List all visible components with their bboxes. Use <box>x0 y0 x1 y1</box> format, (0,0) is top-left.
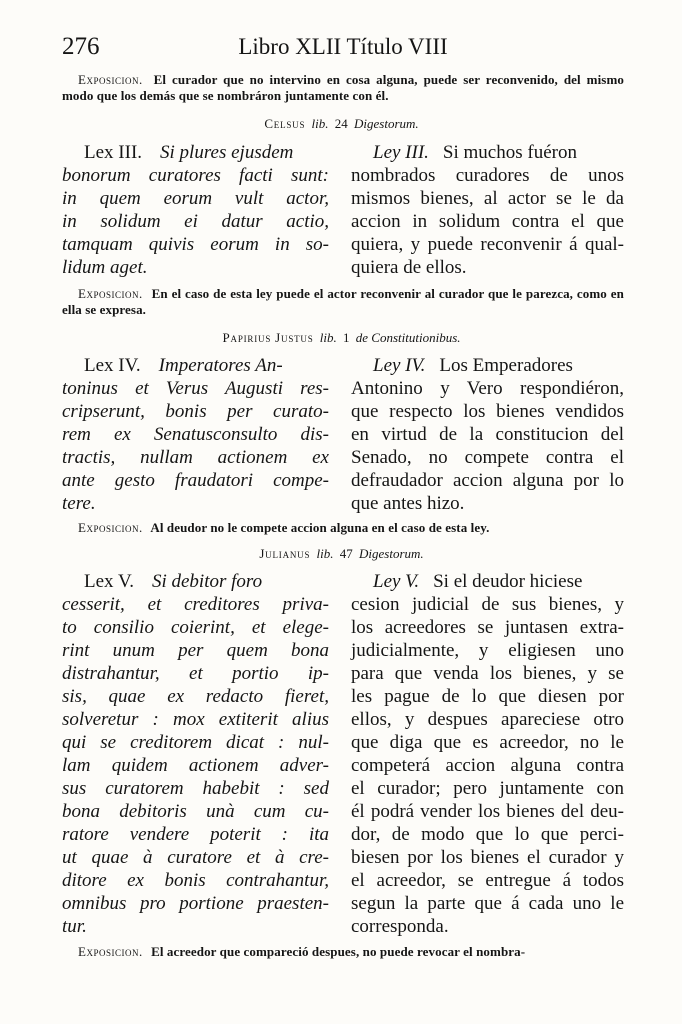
exposicion-text: El curador que no intervino en cosa alguna, puede ser reconvenido, del mismo modo que los demás que se nombráron juntamente con él. <box>62 72 624 103</box>
spanish-line: competerá accion alguna contra <box>351 755 624 776</box>
latin-line: in solidum ei datur actio, <box>62 211 329 232</box>
latin-line: rint unum per quem bona <box>62 640 329 661</box>
source-work: Digestorum. <box>354 116 419 131</box>
spanish-line: los acreedores se juntasen extra- <box>351 617 624 638</box>
source-citation <box>62 546 624 562</box>
spanish-line: corresponda. <box>351 916 449 937</box>
exposicion-text: El acreedor que compareció despues, no puede revocar el nombra- <box>151 944 526 959</box>
spanish-line: segun la parte que á cada uno le <box>351 893 624 914</box>
running-title: Libro XLII Título VIII <box>238 34 448 59</box>
exposicion-label: Exposicion. <box>78 286 143 301</box>
latin-line: sis, quae ex redacto fieret, <box>62 686 329 707</box>
source-citation <box>62 330 624 346</box>
latin-line: ante gesto fraudatori compe- <box>62 470 329 491</box>
spanish-line: quiera de ellos. <box>351 257 467 278</box>
exposicion-paragraph <box>62 72 624 104</box>
latin-line: to consilio coierint, et elege- <box>62 617 329 638</box>
source-citation <box>62 116 624 132</box>
spanish-line: para que venda los bienes, y se <box>351 663 624 684</box>
spanish-line: cesion judicial de sus bienes, y <box>351 594 624 615</box>
source-work: de Constitutionibus. <box>355 330 461 345</box>
page-number: 276 <box>62 33 100 60</box>
latin-line: qui se creditorem dicat : nul- <box>62 732 329 753</box>
spanish-line: judicialmente, y eligiesen uno <box>351 640 624 661</box>
exposicion-text: Al deudor no le compete accion alguna en el caso de esta ley. <box>150 520 490 535</box>
law-label: Lex V. <box>84 571 134 592</box>
latin-column <box>62 354 329 515</box>
page-header <box>62 32 624 66</box>
spanish-column <box>351 141 624 279</box>
spanish-line: que antes hizo. <box>351 493 465 514</box>
spanish-line: dor, de modo que lo que perci- <box>351 824 624 845</box>
spanish-line: Ley V. Si el deudor hiciese <box>373 571 583 592</box>
source-lib: lib. <box>316 546 334 561</box>
latin-line: distrahantur, et portio ip- <box>62 663 329 684</box>
spanish-line: él podrá vender los bienes del deu- <box>351 801 624 822</box>
exposicion-label: Exposicion. <box>78 520 143 535</box>
spanish-line: defraudador accion alguna por lo <box>351 470 624 491</box>
spanish-column <box>351 570 624 938</box>
exposicion-label: Exposicion. <box>78 944 143 959</box>
latin-line: ditore ex bonis contrahantur, <box>62 870 329 891</box>
spanish-line: accion in solidum contra el que <box>351 211 624 232</box>
latin-line: lam quidem actionem adver- <box>62 755 329 776</box>
source-number: 24 <box>334 116 348 131</box>
ley-label: Ley IV. <box>373 355 426 376</box>
exposicion-label: Exposicion. <box>78 72 143 87</box>
source-number: 1 <box>343 330 350 345</box>
source-author: Papirius Justus <box>222 330 314 345</box>
spanish-line: Ley III. Si muchos fuéron <box>373 142 577 163</box>
latin-line: ratore vendere poterit : ita <box>62 824 329 845</box>
source-number: 47 <box>339 546 353 561</box>
source-author: Julianus <box>259 546 311 561</box>
latin-line: Lex IV. Imperatores An- <box>84 355 283 376</box>
spanish-line: quiera, y puede reconvenir á qual- <box>351 234 624 255</box>
latin-line: tere. <box>62 493 96 514</box>
spanish-line: el curador; pero juntamente con <box>351 778 624 799</box>
latin-line: lidum aget. <box>62 257 148 278</box>
spanish-line: que diga que es acreedor, no le <box>351 732 624 753</box>
latin-line: tur. <box>62 916 87 937</box>
latin-column <box>62 570 329 938</box>
exposicion-text: En el caso de esta ley puede el actor reconvenir al curador que le parezca, como en ella se expresa. <box>62 286 624 317</box>
ley-label: Ley V. <box>373 571 420 592</box>
latin-line: rem ex Senatusconsulto dis- <box>62 424 329 445</box>
source-work: Digestorum. <box>359 546 424 561</box>
spanish-line: Ley IV. Los Emperadores <box>373 355 573 376</box>
spanish-line: biesen por los bienes el curador y <box>351 847 624 868</box>
source-author: Celsus <box>264 116 306 131</box>
spanish-line: mismos bienes, al actor se le da <box>351 188 624 209</box>
latin-line: Lex III. Si plures ejusdem <box>84 142 294 163</box>
latin-line: ut quae à curatore et à cre- <box>62 847 329 868</box>
spanish-line: el acreedor, se entregue á todos <box>351 870 624 891</box>
spanish-line: nombrados curadores de unos <box>351 165 624 186</box>
law-label: Lex IV. <box>84 355 141 376</box>
law-label: Lex III. <box>84 142 143 163</box>
exposicion-paragraph <box>62 944 624 960</box>
spanish-line: en virtud de la constitucion del <box>351 424 624 445</box>
latin-line: sus curatorem habebit : sed <box>62 778 329 799</box>
spanish-column <box>351 354 624 515</box>
latin-line: omnibus pro portione praesten- <box>62 893 329 914</box>
latin-line: tractis, nullam actionem ex <box>62 447 329 468</box>
spanish-line: les pague de lo que diesen por <box>351 686 624 707</box>
exposicion-paragraph <box>62 286 624 318</box>
latin-line: in quem eorum vult actor, <box>62 188 329 209</box>
latin-line: Lex V. Si debitor foro <box>84 571 263 592</box>
latin-column <box>62 141 329 279</box>
spanish-line: Senado, no compete contra el <box>351 447 624 468</box>
spanish-line: Antonino y Vero respondiéron, <box>351 378 624 399</box>
source-lib: lib. <box>319 330 337 345</box>
latin-line: cesserit, et creditores priva- <box>62 594 329 615</box>
latin-line: bonorum curatores facti sunt: <box>62 165 329 186</box>
spanish-line: ellos, y despues apareciese otro <box>351 709 624 730</box>
latin-line: tamquam quivis eorum in so- <box>62 234 329 255</box>
book-page <box>62 0 624 1024</box>
latin-line: cripserunt, bonis per curato- <box>62 401 329 422</box>
latin-line: solveretur : mox extiterit alius <box>62 709 329 730</box>
latin-line: toninus et Verus Augusti res- <box>62 378 329 399</box>
ley-label: Ley III. <box>373 142 429 163</box>
spanish-line: que respecto los bienes vendidos <box>351 401 624 422</box>
source-lib: lib. <box>311 116 329 131</box>
latin-line: bona debitoris unà cum cu- <box>62 801 329 822</box>
exposicion-paragraph <box>62 520 624 536</box>
